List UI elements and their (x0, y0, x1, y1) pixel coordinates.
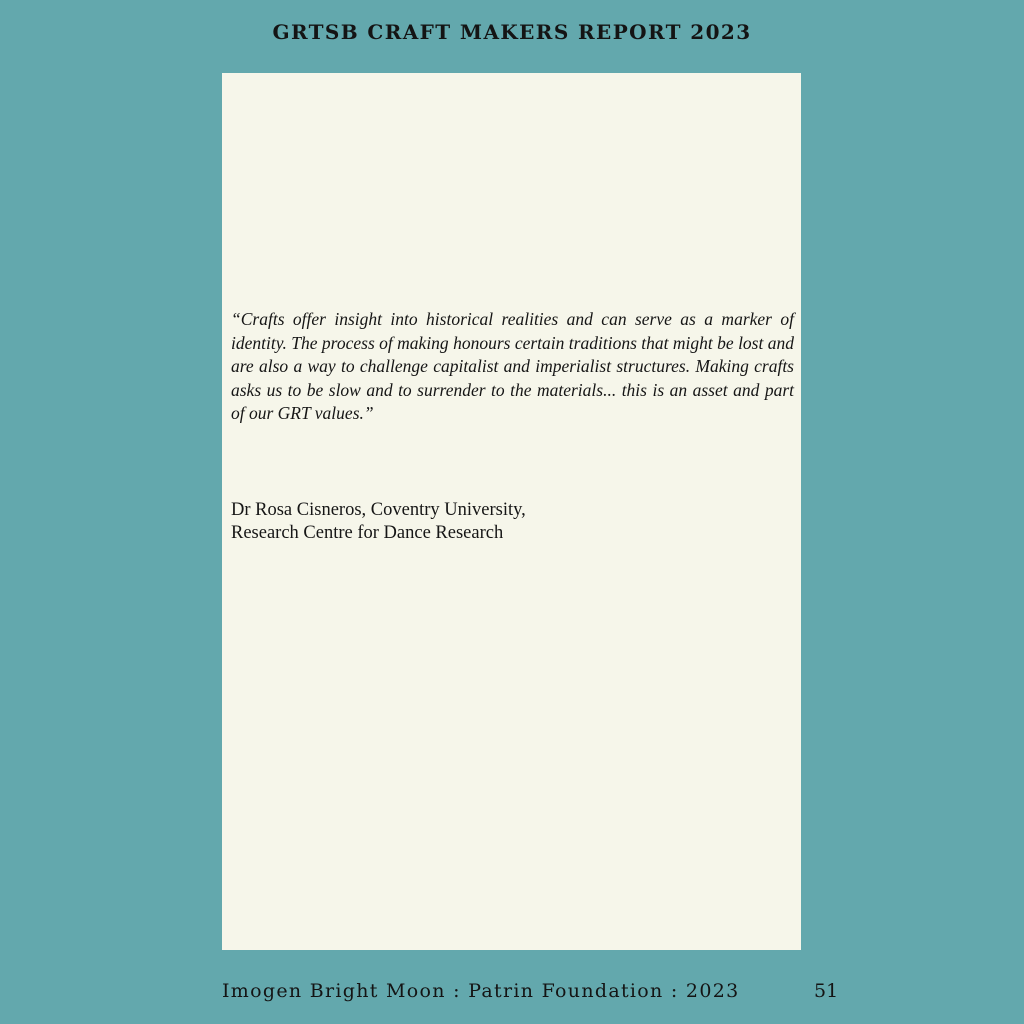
footer-credit: Imogen Bright Moon : Patrin Foundation : 2023 (222, 980, 740, 1002)
content-panel (222, 73, 801, 950)
quote-attribution (231, 499, 771, 545)
page-number: 51 (814, 980, 839, 1002)
report-title: GRTSB CRAFT MAKERS REPORT 2023 (272, 20, 752, 44)
attribution-line-centre: Research Centre for Dance Research (231, 523, 504, 543)
attribution-line-author: Dr Rosa Cisneros, Coventry University, (231, 500, 526, 520)
quote-text: “Crafts offer insight into historical realities and can serve as a marker of identity. The process of making honours certain traditions that might be lost and are also a way to challenge capitalist and imperialist structures. Making crafts asks us to be slow and to surrender to the materials... this is an asset and part of our GRT values.” (231, 309, 794, 423)
